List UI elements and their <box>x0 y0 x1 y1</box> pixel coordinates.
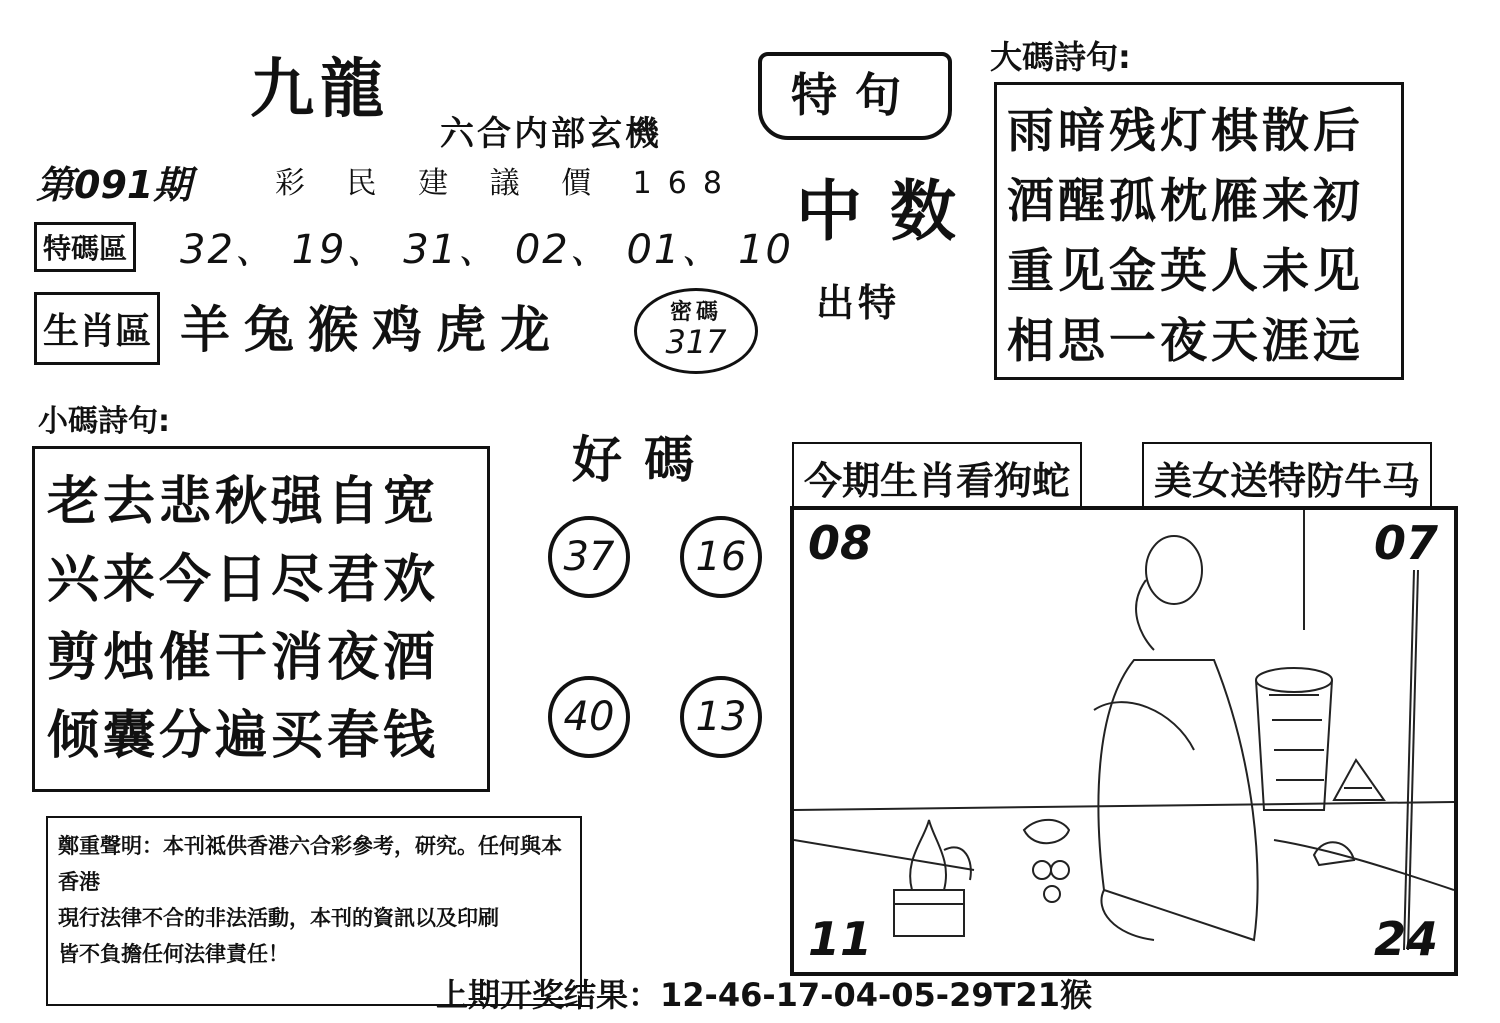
secret-code-cloud <box>634 288 758 374</box>
small-poem-box <box>32 446 490 792</box>
corner-number-bottom-left: 11 <box>808 912 873 966</box>
zhongshu-heading: 中数 <box>796 173 984 250</box>
big-poem-box <box>994 82 1404 380</box>
special-tip: 美女送特防牛马 <box>1142 442 1432 513</box>
tema-numbers: 32、 19、 31、 02、 01、 10 <box>180 227 793 273</box>
disclaimer-line: 現行法律不合的非法活動，本刊的資訊以及印刷 <box>58 906 499 930</box>
disclaimer-line: 鄭重聲明：本刊祗供香港六合彩參考，研究。任何與本香港 <box>58 834 562 894</box>
shengxiao-label: 生肖區 <box>34 292 160 365</box>
last-draw-result: 上期开奖结果：12-46-17-04-05-29T21猴 <box>436 976 1092 1014</box>
big-poem-line: 雨暗残灯棋散后 <box>1007 104 1364 159</box>
small-poem-line: 倾囊分遍买春钱 <box>47 706 440 766</box>
book-banner-text: 特句 <box>791 68 919 122</box>
secret-code-label: 密碼 <box>669 300 722 325</box>
small-poem-line: 老去悲秋强自宽 <box>47 472 440 532</box>
small-poem-line: 剪烛催干消夜酒 <box>47 628 440 688</box>
big-poem-title: 大碼詩句: <box>990 38 1131 76</box>
publication-subtitle: 六合内部玄機 <box>440 114 662 154</box>
small-poem-line: 兴来今日尽君欢 <box>47 550 440 610</box>
publication-title: 九龍 <box>250 53 390 127</box>
big-poem-line: 重见金英人未见 <box>1007 244 1364 299</box>
book-banner <box>758 52 952 140</box>
good-number-circle: 37 <box>548 516 630 598</box>
illustration-panel <box>790 506 1458 976</box>
scholar-illustration <box>794 510 1454 972</box>
small-poem-title: 小碼詩句: <box>38 404 170 439</box>
good-number-circle: 16 <box>680 516 762 598</box>
chute-text: 出特 <box>816 281 901 325</box>
zodiac-tip: 今期生肖看狗蛇 <box>792 442 1082 513</box>
good-number-circle: 40 <box>548 676 630 758</box>
secret-code-number: 317 <box>665 323 727 361</box>
tema-label: 特碼區 <box>34 222 136 272</box>
corner-number-top-left: 08 <box>808 516 873 570</box>
good-numbers-title: 好碼 <box>572 431 716 489</box>
disclaimer-line: 皆不負擔任何法律責任！ <box>58 942 289 966</box>
good-number-circle: 13 <box>680 676 762 758</box>
shengxiao-animals: 羊兔猴鸡虎龙 <box>180 301 564 359</box>
corner-number-bottom-right: 24 <box>1373 912 1438 966</box>
issue-number: 第091期 <box>36 163 192 207</box>
corner-number-top-right: 07 <box>1373 516 1438 570</box>
big-poem-line: 相思一夜天涯远 <box>1007 314 1364 369</box>
big-poem-line: 酒醒孤枕雁来初 <box>1007 174 1364 229</box>
suggested-price: 彩 民 建 議 價 168 <box>275 166 738 201</box>
